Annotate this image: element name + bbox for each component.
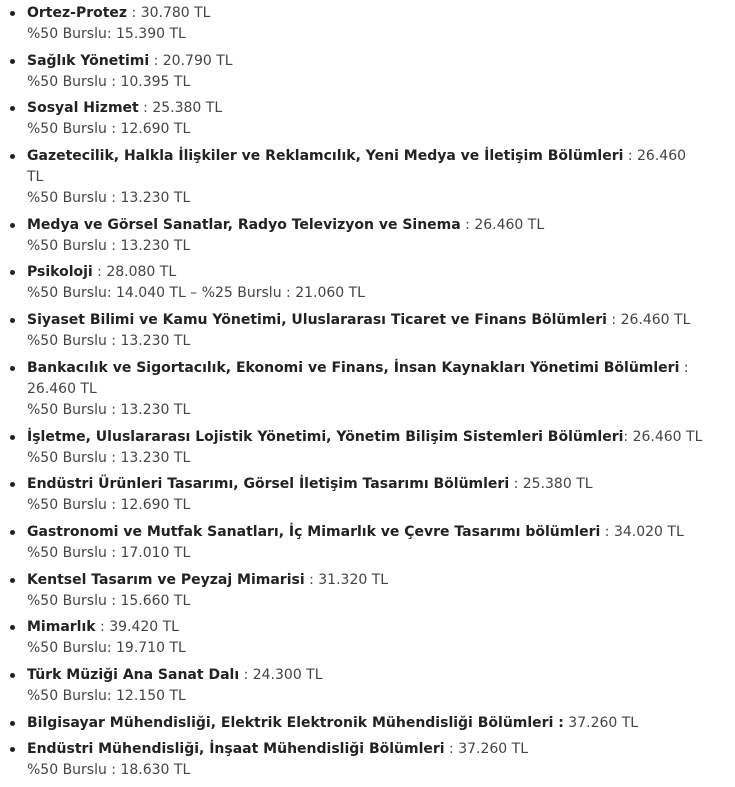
scholarship-price: %50 Burslu : 10.395 TL	[27, 73, 191, 90]
list-item	[0, 617, 735, 659]
scholarship-price: %50 Burslu : 13.230 TL	[27, 449, 191, 466]
list-item	[0, 665, 735, 707]
list-item	[0, 146, 735, 209]
bullet-icon	[10, 625, 15, 630]
scholarship-price: %50 Burslu : 13.230 TL	[27, 401, 191, 418]
bullet-icon	[10, 530, 15, 535]
bullet-icon	[10, 223, 15, 228]
bullet-icon	[10, 673, 15, 678]
list-item	[0, 262, 735, 304]
program-price: : 39.420 TL	[95, 619, 179, 636]
program-name: Bilgisayar Mühendisliği, Elektrik Elektronik Mühendisliği Bölümleri :	[27, 714, 564, 731]
list-item	[0, 570, 735, 612]
program-price: : 34.020 TL	[600, 523, 684, 540]
scholarship-price: %50 Burslu : 18.630 TL	[27, 762, 191, 779]
list-item	[0, 739, 735, 781]
bullet-icon	[10, 11, 15, 16]
program-price: : 31.320 TL	[304, 571, 389, 588]
scholarship-price: %50 Burslu: 14.040 TL – %25 Burslu : 21.060 TL	[27, 285, 365, 302]
list-item	[0, 215, 735, 257]
bullet-icon	[10, 482, 15, 487]
program-name: Kentsel Tasarım ve Peyzaj Mimarisi	[27, 571, 305, 588]
bullet-icon	[10, 747, 15, 752]
program-price: : 26.460 TL	[460, 216, 545, 233]
bullet-icon	[10, 154, 15, 159]
bullet-icon	[10, 106, 15, 111]
program-name: Sağlık Yönetimi	[27, 52, 150, 69]
program-name: Siyaset Bilimi ve Kamu Yönetimi, Uluslararası Ticaret ve Finans Bölümleri	[27, 312, 607, 329]
scholarship-price: %50 Burslu : 13.230 TL	[27, 190, 191, 207]
program-price: : 25.380 TL	[138, 100, 223, 117]
program-price: : 26.460 TL	[27, 359, 689, 397]
program-price: : 20.790 TL	[149, 52, 233, 69]
scholarship-price: %50 Burslu : 12.690 TL	[27, 121, 191, 138]
program-price: : 26.460 TL	[623, 428, 703, 445]
program-name: Sosyal Hizmet	[27, 100, 139, 117]
bullet-icon	[10, 59, 15, 64]
program-price: : 24.300 TL	[239, 666, 323, 683]
scholarship-price: %50 Burslu: 19.710 TL	[27, 640, 186, 657]
program-price: : 26.460 TL	[27, 148, 687, 186]
bullet-icon	[10, 578, 15, 583]
bullet-icon	[10, 318, 15, 323]
program-name: Türk Müziği Ana Sanat Dalı	[27, 666, 240, 683]
list-item	[0, 713, 735, 734]
program-price: : 30.780 TL	[127, 5, 211, 21]
bullet-icon	[10, 366, 15, 371]
scholarship-price: %50 Burslu : 12.690 TL	[27, 497, 191, 514]
list-item	[0, 51, 735, 93]
list-item	[0, 427, 735, 469]
program-price: : 28.080 TL	[92, 264, 177, 281]
program-name: Endüstri Mühendisliği, İnşaat Mühendisliği Bölümleri	[27, 741, 445, 758]
program-price: : 37.260 TL	[444, 741, 528, 758]
list-item	[0, 98, 735, 140]
scholarship-price: %50 Burslu : 17.010 TL	[27, 544, 191, 561]
program-name: Gazetecilik, Halkla İlişkiler ve Reklamcılık, Yeni Medya ve İletişim Bölümleri	[27, 148, 624, 165]
list-item	[0, 310, 735, 352]
program-name: İşletme, Uluslararası Lojistik Yönetimi, Yönetim Bilişim Sistemleri Bölümleri	[27, 428, 624, 445]
program-name: Endüstri Ürünleri Tasarımı, Görsel İletişim Tasarımı Bölümleri	[27, 476, 510, 493]
list-item	[0, 474, 735, 516]
program-name: Psikoloji	[27, 264, 93, 281]
scholarship-price: %50 Burslu : 15.660 TL	[27, 592, 191, 609]
scholarship-price: %50 Burslu: 15.390 TL	[27, 26, 186, 42]
program-price: 37.260 TL	[563, 714, 639, 731]
scholarship-price: %50 Burslu : 13.230 TL	[27, 237, 191, 254]
list-item	[0, 522, 735, 564]
bullet-icon	[10, 435, 15, 440]
program-price: : 26.460 TL	[606, 312, 691, 329]
program-name: Medya ve Görsel Sanatlar, Radyo Televizyon ve Sinema	[27, 216, 461, 233]
tuition-fee-list	[0, 3, 735, 787]
program-name: Bankacılık ve Sigortacılık, Ekonomi ve Finans, İnsan Kaynakları Yönetimi Bölümleri	[27, 359, 680, 376]
list-item	[0, 3, 735, 45]
list-item	[0, 358, 735, 421]
program-name: Ortez-Protez	[27, 5, 128, 21]
program-name: Mimarlık	[27, 619, 96, 636]
program-price: : 25.380 TL	[509, 476, 593, 493]
scholarship-price: %50 Burslu: 12.150 TL	[27, 687, 186, 704]
program-name: Gastronomi ve Mutfak Sanatları, İç Mimarlık ve Çevre Tasarımı bölümleri	[27, 523, 601, 540]
scholarship-price: %50 Burslu : 13.230 TL	[27, 333, 191, 350]
bullet-icon	[10, 721, 15, 726]
bullet-icon	[10, 270, 15, 275]
